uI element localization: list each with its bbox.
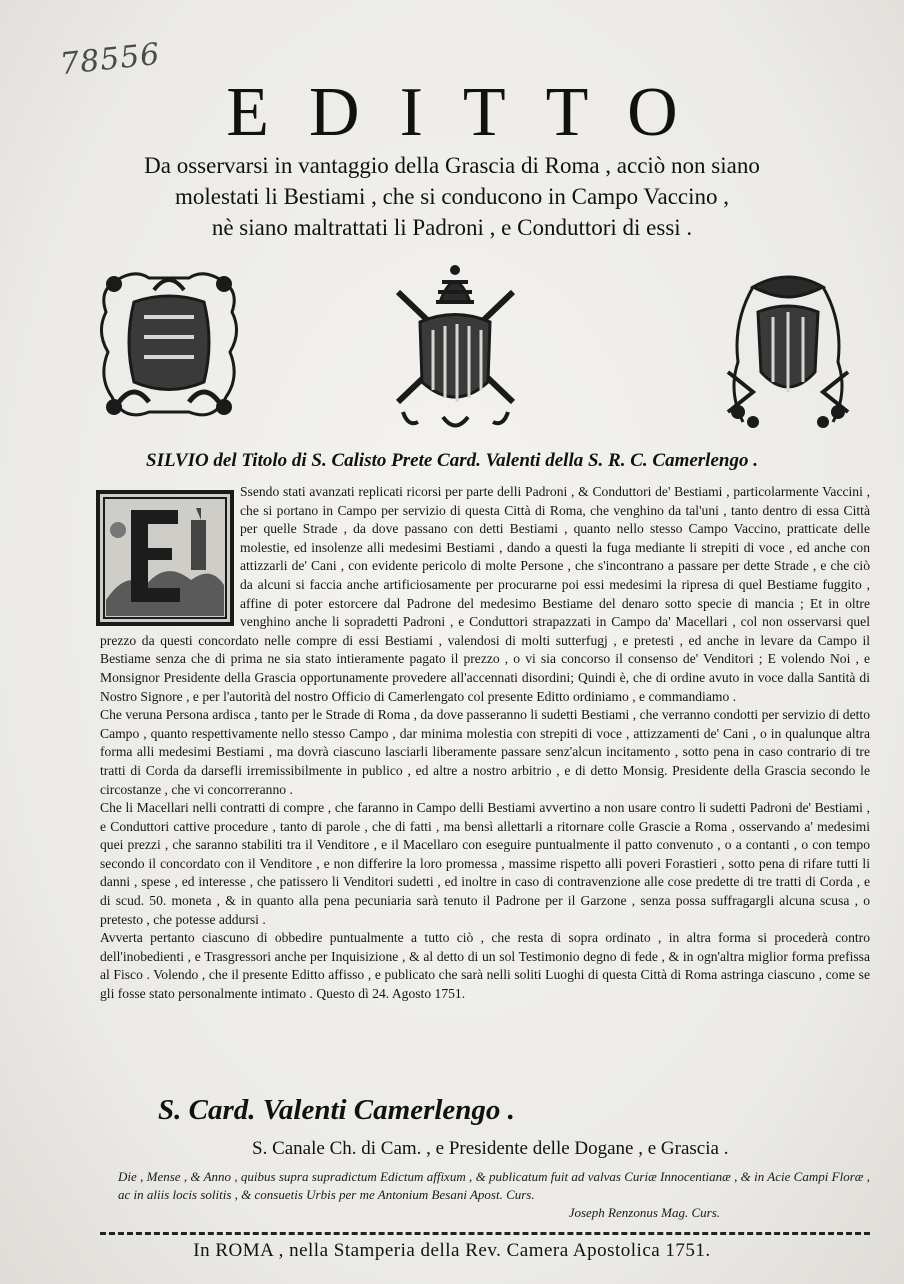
publication-note-text: Die , Mense , & Anno , quibus supra supradictum Edictum affixum , & publicatum fuit ad valvas Curiæ Innocentianæ , & in Acie Campi Floræ , ac in aliis locis solitis , & consuetis Urbis per me Antonium Besani Apost. Curs. — [118, 1169, 870, 1202]
publication-signer: Joseph Renzonus Mag. Curs. — [568, 1205, 720, 1220]
initial-spacer — [100, 483, 240, 621]
subtitle-line: nè siano maltrattati li Padroni , e Conduttori di essi . — [211, 215, 693, 240]
catalog-number: 78556 — [58, 36, 162, 83]
subtitle-line: molestati li Bestiami , che si conducono in Campo Vaccino , — [174, 184, 730, 209]
cardinal-coat-of-arms-left — [94, 262, 244, 427]
coat-of-arms-icon — [94, 262, 244, 427]
signature-camerlengo: S. Card. Valenti Camerlengo . — [158, 1094, 515, 1126]
papal-tiara-icon — [388, 262, 523, 437]
edict-body — [100, 483, 870, 1004]
printer-imprint: In ROMA , nella Stamperia della Rev. Camera Apostolica 1751. — [193, 1240, 711, 1261]
page-title: EDITTO — [226, 74, 718, 151]
paragraph-article-2: Che li Macellari nelli contratti di compre , che faranno in Campo delli Bestiami avvertino a non usare contro li sudetti Padroni de' Bestiami , e Conduttori cattive procedure , tanto di parole , che di fatti , ma bensì allettarli a ritornare colle Grascie a Roma , osservando a' medesimi quei prezzi , che saranno stabiliti tra il Venditore , e il Macellaro con eseguire puntualmente il patto convenuto , o a contanti , o con tempo secondo il concordato con il Venditore , e non differire la loro promessa , massime rispetto alli poveri Forastieri , sotto pena di rifare tutti li danni , spese , ed interesse , che patissero li Venditori sudetti , ed inoltre in caso di contravenzione alle cose predette di tre tratti di Corda , e di scud. 50. moneta , & in quanto alla pena pecuniaria sarà tenuto il Padrone per il Garzone , senza possa suffragargli alcuna scusa , o pretesto , che potesse addursi . — [100, 800, 870, 927]
publication-note — [118, 1168, 870, 1222]
issuer-line: SILVIO del Titolo di S. Calisto Prete Card. Valenti della S. R. C. Camerlengo . — [146, 450, 758, 471]
subtitle — [60, 150, 844, 243]
paragraph-preamble: Ssendo stati avanzati replicati ricorsi per parte delli Padroni , & Conduttori de' Bestiami , particolarmente Vaccini , che si portano in Campo per servizio di questa Città di Roma, che venghino da tal'uni , tanto dentro di essa Città per quelle Strade , da dove passano con detti Bestiami , quanto nello stesso Campo Vaccino, pratticate delle molestie, ed insolenze alli medesimi Bestiami , dando a questi la fuga mediante li strepiti di voce , ed anche con attizzarli de' Cani , con evidente pericolo di molte Persone , che s'incontrano a passare per dette Strade , e che ciò da alcuni si faccia anche artificiosamente per procurarne poi essi medesimi la ripresa di quel Bestiame fuggito , affine di poter estorcere dal Padrone del medesimo Bestiame del denaro sotto specie di mancia ; Et in oltre venghino anche li sopradetti Padroni , e Conduttori strapazzati in Campo da' Macellari , col non osservarsi quel prezzo da questi concordato nelle compre di essi Bestiami , valendosi di molti sutterfugj , e pretesti , ed anche in levare da Campo il Bestiame senza che di prima ne sia stato intieramente pagato il prezzo , o vi sia concorso il consenso de' Venditori ; E volendo Noi , e Monsignor Presidente della Grascia opportunamente provedere all'accennati disordini; Quindi è, che di ordine avuto in voce dalla Santità di Nostro Signore , e per l'autorità del nostro Officio di Camerlengato col presente Editto ordiniamo , e commandiamo . — [100, 484, 870, 704]
cardinal-coat-of-arms-right — [713, 262, 863, 432]
paragraph-article-1: Che veruna Persona ardisca , tanto per le Strade di Roma , da dove passeranno li sudetti Bestiami , che verranno condotti per servizio di detto Campo , quanto respettivamente nello stesso Campo , dar minima molestia con strepiti di voce , attizzamenti de' Cani , o in qualunque altra forma alli medesimi Bestiami , ma dovrà ciascuno lasciarli liberamente passare senz'alcun incitamento , sotto pena in caso contrario di tre tratti di Corda da darsefli irremissibilmente in publico , ed altre a nostro arbitrio , e di detto Monsig. Presidente della Grascia secondo le circostanze , che vi concorreranno . — [100, 707, 870, 797]
divider-rule — [100, 1232, 870, 1235]
paragraph-closing: Avverta pertanto ciascuno di obbedire puntualmente a tutto ciò , che resta di sopra ordinato , in altra forma si procederà contro dell'inobedienti , e Trasgressori anche per Inquisizione , & al detto di un sol Testimonio degno di fede , & in ogn'altra miglior forma prefissa al Fisco . Volendo , che il presente Editto affisso , e publicato che sarà nelli soliti Luoghi di questa Città di Roma astringa ciascuno , come se gli fosse stato personalmente intimato . Questo dì 24. Agosto 1751. — [100, 930, 870, 1002]
subtitle-line: Da osservarsi in vantaggio della Grascia di Roma , acciò non siano — [144, 153, 760, 178]
cardinal-hat-icon — [713, 262, 863, 432]
papal-coat-of-arms — [388, 262, 523, 437]
countersignature: S. Canale Ch. di Cam. , e Presidente delle Dogane , e Grascia . — [252, 1138, 729, 1159]
